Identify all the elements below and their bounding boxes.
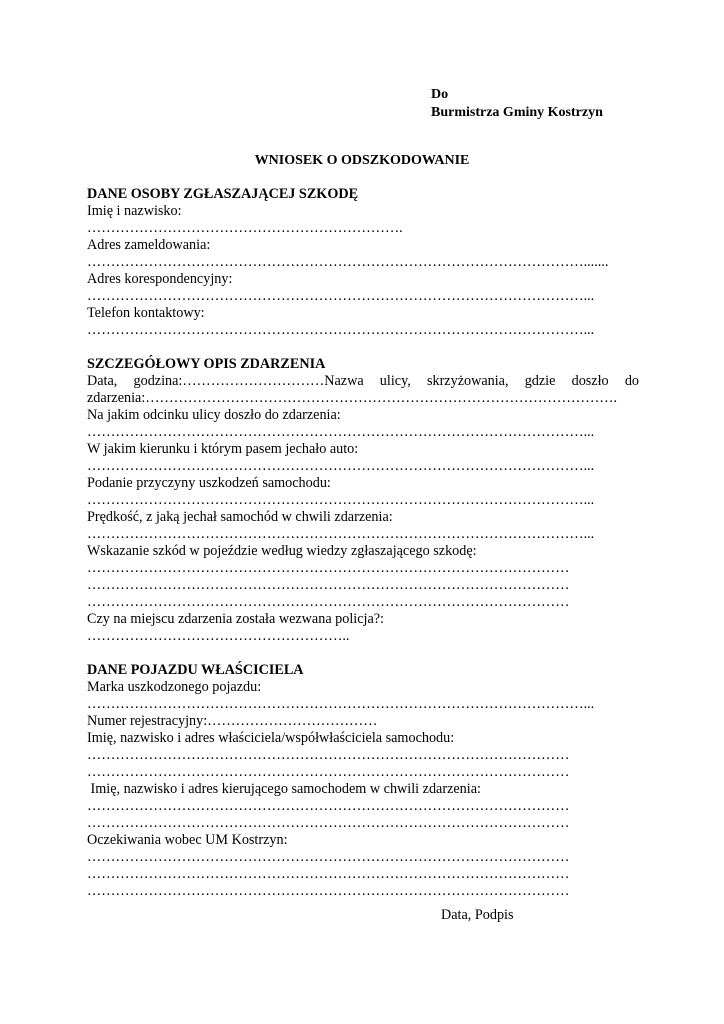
make-fill-line: ……………………………………………………………………………………………... [87,696,595,712]
speed-fill-line: ……………………………………………………………………………………………... [87,526,595,542]
expectations-fill-line: ………………………………………………………………………………………… [87,883,570,899]
segment-fill-line: ……………………………………………………………………………………………... [87,424,595,440]
incident-fill-line: zdarzenia:………………………………………………………………………………………. [87,390,618,406]
name-fill-line: …………………………………………………………. [87,220,403,236]
street-label-word: gdzie [524,373,556,389]
section-spacer [87,645,639,662]
section-heading-reporter: DANE OSOBY ZGŁASZAJĄCEJ SZKODĘ [87,186,359,202]
street-label-word: ulicy, [379,373,411,389]
damage-cause-fill-line: ……………………………………………………………………………………………... [87,492,595,508]
police-label: Czy na miejscu zdarzenia została wezwana policja?: [87,611,385,627]
driver-fill-line: ………………………………………………………………………………………… [87,798,570,814]
section-spacer [87,339,639,356]
owner-fill-line: ………………………………………………………………………………………… [87,747,570,763]
addressee-line-1: Do [431,87,449,102]
correspondence-fill-line: ……………………………………………………………………………………………... [87,288,595,304]
damage-list-fill-line: ………………………………………………………………………………………… [87,560,570,576]
document-title: WNIOSEK O ODSZKODOWANIE [254,153,470,168]
date-time-label: Data, godzina:………………………… [87,373,325,389]
form-body [87,186,639,900]
signature-label: Data, Podpis [441,907,514,923]
phone-label: Telefon kontaktowy: [87,305,205,321]
section-heading-vehicle: DANE POJAZDU WŁAŚCICIELA [87,662,304,678]
phone-fill-line: ……………………………………………………………………………………………... [87,322,595,338]
correspondence-label: Adres korespondencyjny: [87,271,233,287]
address-fill-line: ……………………………………………………………………………………………....... [87,254,609,270]
address-label: Adres zameldowania: [87,237,211,253]
date-street-line [87,373,639,390]
damage-list-fill-line: ………………………………………………………………………………………… [87,577,570,593]
street-label-word: skrzyżowania, [426,373,509,389]
expectations-fill-line: ………………………………………………………………………………………… [87,866,570,882]
street-label-word: doszło [571,373,609,389]
section-heading-incident: SZCZEGÓŁOWY OPIS ZDARZENIA [87,356,326,372]
driver-fill-line: ………………………………………………………………………………………… [87,815,570,831]
expectations-label: Oczekiwania wobec UM Kostrzyn: [87,832,288,848]
police-fill-line: ……………………………………………….. [87,628,350,644]
make-label: Marka uszkodzonego pojazdu: [87,679,262,695]
expectations-fill-line: ………………………………………………………………………………………… [87,849,570,865]
addressee-block [431,86,603,122]
speed-label: Prędkość, z jaką jechał samochód w chwili zdarzenia: [87,509,393,525]
direction-fill-line: ……………………………………………………………………………………………... [87,458,595,474]
street-label-word: do [624,373,639,389]
owner-label: Imię, nazwisko i adres właściciela/współwłaściciela samochodu: [87,730,455,746]
damage-cause-label: Podanie przyczyny uszkodzeń samochodu: [87,475,331,491]
damage-list-fill-line: ………………………………………………………………………………………… [87,594,570,610]
direction-label: W jakim kierunku i którym pasem jechało auto: [87,441,359,457]
name-label: Imię i nazwisko: [87,203,182,219]
street-label-word: Nazwa [324,373,364,389]
driver-label: Imię, nazwisko i adres kierującego samochodem w chwili zdarzenia: [87,781,481,797]
registration-label: Numer rejestracyjny:……………………………… [87,713,378,729]
damage-list-label: Wskazanie szkód w pojeździe według wiedzy zgłaszającego szkodę: [87,543,477,559]
segment-label: Na jakim odcinku ulicy doszło do zdarzenia: [87,407,341,423]
addressee-line-2: Burmistrza Gminy Kostrzyn [431,105,603,120]
owner-fill-line: ………………………………………………………………………………………… [87,764,570,780]
